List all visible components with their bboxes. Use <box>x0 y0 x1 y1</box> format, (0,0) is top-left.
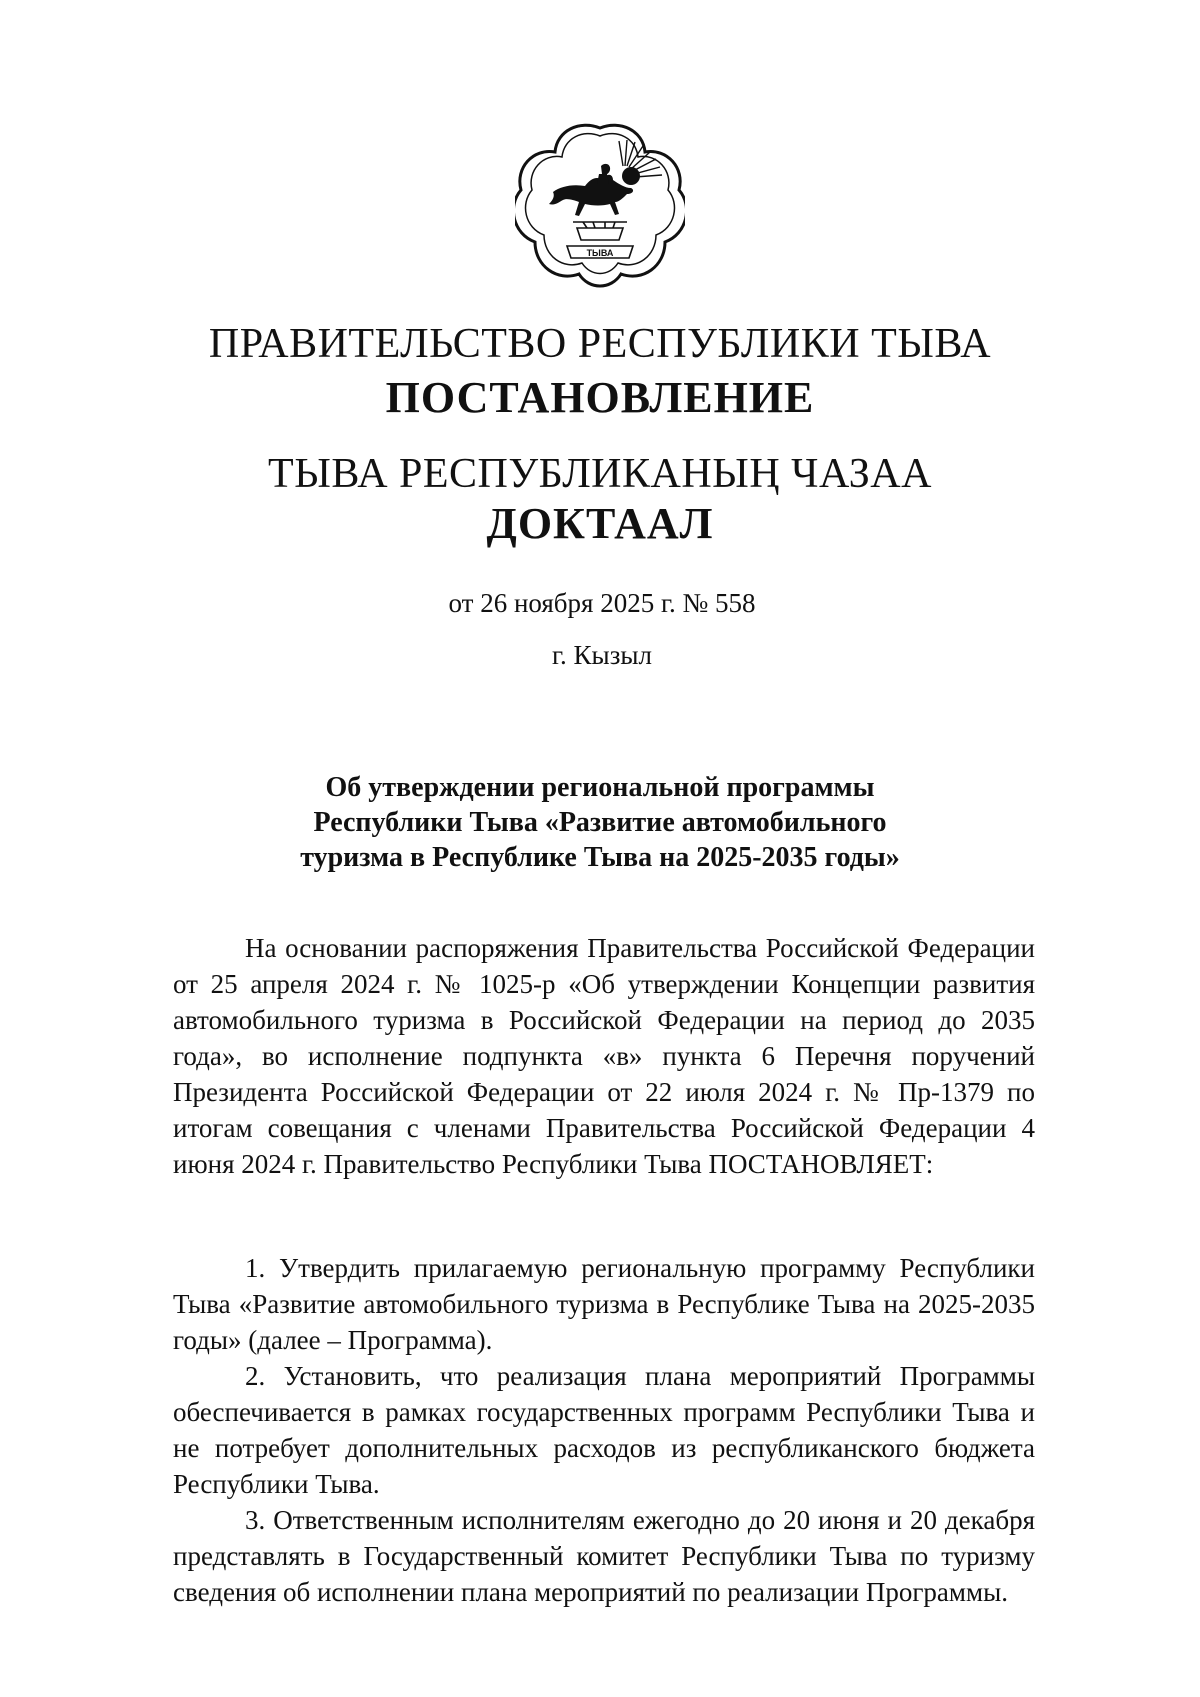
document-subject <box>300 770 900 875</box>
document-type-ru: ПОСТАНОВЛЕНИЕ <box>385 373 815 422</box>
emblem-banner-text: ТЫВА <box>586 248 614 258</box>
resolution-items <box>173 1250 1035 1610</box>
subject-line: Об утверждении региональной программы <box>325 772 875 803</box>
tuva-coat-of-arms-icon <box>515 118 685 290</box>
document-date-number: от 26 ноября 2025 г. № 558 <box>448 588 756 618</box>
government-name-tyv: ТЫВА РЕСПУБЛИКАНЫҢ ЧАЗАА <box>268 451 932 497</box>
subject-line: Республики Тыва «Развитие автомобильного <box>313 807 887 838</box>
subject-line: туризма в Республике Тыва на 2025-2035 годы» <box>300 842 900 873</box>
resolution-item-1: 1. Утвердить прилагаемую региональную программу Республики Тыва «Развитие автомобильного туризма в Республике Тыва на 2025-2035 годы» (далее – Программа). <box>173 1253 1035 1355</box>
document-type-tyv: ДОКТААЛ <box>486 499 714 548</box>
resolution-item-3: 3. Ответственным исполнителям ежегодно до 20 июня и 20 декабря представлять в Государственный комитет Республики Тыва по туризму сведения об исполнении плана мероприятий по реализации Программы. <box>173 1505 1035 1607</box>
preamble-section <box>173 930 1035 1182</box>
preamble-paragraph: На основании распоряжения Правительства Российской Федерации от 25 апреля 2024 г. № 1025-р «Об утверждении Концепции развития автомобильного туризма в Российской Федерации на период до 2035 года», во исполнение подпункта «в» пункта 6 Перечня поручений Президента Российской Федерации от 22 июля 2024 г. № Пр-1379 по итогам совещания с членами Правительства Российской Федерации 4 июня 2024 г. Правительство Республики Тыва ПОСТАНОВЛЯЕТ: <box>173 933 1035 1179</box>
resolution-item-2: 2. Установить, что реализация плана мероприятий Программы обеспечивается в рамках государственных программ Республики Тыва и не потребует дополнительных расходов из республиканского бюджета Республики Тыва. <box>173 1361 1035 1499</box>
document-city: г. Кызыл <box>552 640 652 670</box>
government-name-ru: ПРАВИТЕЛЬСТВО РЕСПУБЛИКИ ТЫВА <box>208 321 992 367</box>
